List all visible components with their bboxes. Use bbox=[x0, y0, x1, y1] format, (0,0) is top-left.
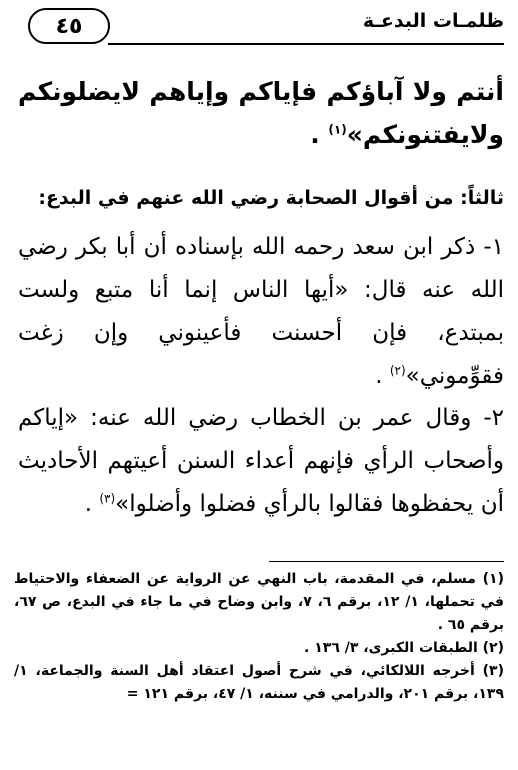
page-number-badge bbox=[28, 8, 110, 44]
paragraph-text: ١- ذكر ابن سعد رحمه الله بإسناده أن أبا بكر رضي الله عنه قال: «أيها الناس إنما أنا متبع ولست بمبتدع، فإن أحسنت فأعينوني وإن زغت فقوِّموني» bbox=[18, 234, 504, 389]
paragraph-continuation bbox=[18, 70, 504, 156]
paragraph-text: ٢- وقال عمر بن الخطاب رضي الله عنه: «إياكم وأصحاب الرأي فإنهم أعداء السنن أعيتهم الأحاديث أن يحفظوها فقالوا بالرأي فضلوا وأضلوا» bbox=[18, 405, 504, 517]
footnote-ref: (١) bbox=[328, 122, 347, 137]
paragraph-end: . bbox=[375, 363, 390, 389]
running-title: ظلمـات البدعـة bbox=[362, 10, 504, 32]
footnote-ref: (٢) bbox=[389, 363, 406, 378]
paragraph-end: . bbox=[84, 491, 100, 517]
page-number: ٤٥ bbox=[55, 13, 83, 39]
paragraph-end: . bbox=[310, 120, 329, 149]
footnote-divider bbox=[269, 561, 504, 562]
paragraph-text: أنتم ولا آباؤكم فإياكم وإياهم لايضلونكم ولايفتنونكم» bbox=[18, 77, 504, 149]
section-heading: ثالثاً: من أقوال الصحابة رضي الله عنهم في البدع: bbox=[38, 187, 504, 209]
paragraph-umar bbox=[18, 397, 504, 526]
footnote-ref: (٣) bbox=[99, 491, 116, 506]
footnote-1: (١) مسلم، في المقدمة، باب النهي عن الرواية عن الضعفاء والاحتياط في تحملها، ١/ ١٢، برقم ٦، ٧، وابن وضاح في ما جاء في البدع، ص ٦٧، برقم ٦٥ . bbox=[14, 571, 505, 633]
footnote-3: (٣) أخرجه اللالكائي، في شرح أصول اعتقاد أهل السنة والجماعة، ١/ ١٣٩، برقم ٢٠١، والدرامي في سننه، ١/ ٤٧، برقم ١٢١ = bbox=[14, 663, 504, 702]
footnotes bbox=[14, 568, 504, 706]
header-rule bbox=[108, 43, 504, 45]
running-header bbox=[28, 8, 504, 48]
paragraph-abu-bakr bbox=[18, 226, 504, 398]
footnote-2: (٢) الطبقات الكبرى، ٣/ ١٣٦ . bbox=[304, 640, 504, 656]
